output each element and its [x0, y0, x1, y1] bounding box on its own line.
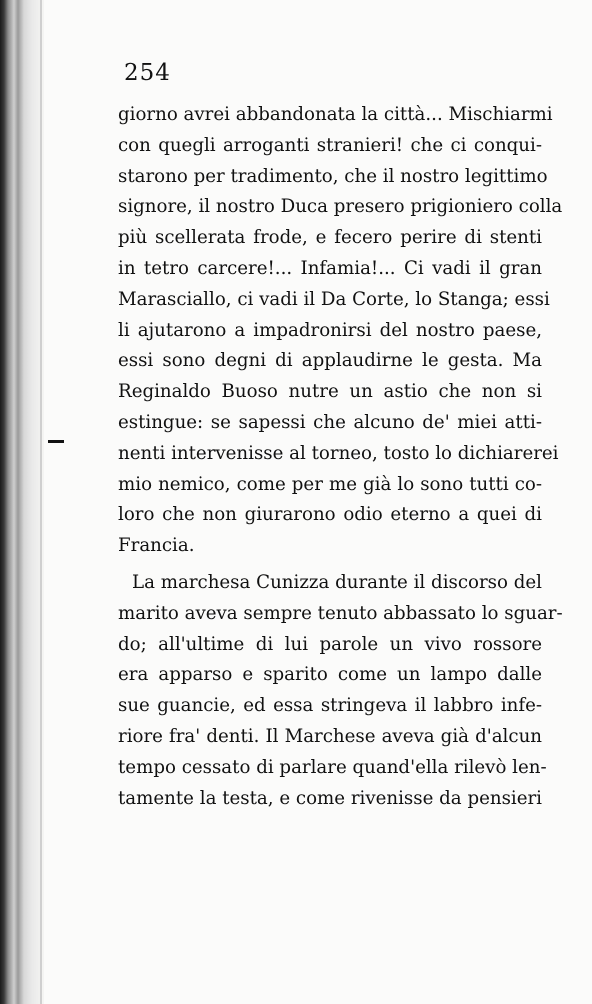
text-line: do; all'ultime di lui parole un vivo rossore [118, 633, 542, 655]
text-line: giorno avrei abbandonata la città... Mischiarmi [118, 104, 553, 125]
text-line: tempo cessato di parlare quand'ella rilevò len- [118, 756, 547, 778]
page-edge-line [40, 0, 42, 1004]
text-line: riore fra' denti. Il Marchese aveva già d'alcun [118, 725, 542, 747]
book-gutter-shadow [0, 0, 44, 1004]
text-line: con quegli arroganti stranieri! che ci conqui- [118, 134, 542, 156]
page-number: 254 [124, 60, 171, 86]
text-line: più scellerata frode, e fecero perire di stenti [118, 227, 542, 249]
body-text [118, 100, 563, 814]
paragraph-2 [118, 568, 563, 814]
text-line: li ajutarono a impadronirsi del nostro paese, [118, 319, 542, 341]
text-line: sue guancie, ed essa stringeva il labbro infe- [118, 695, 542, 717]
text-line: in tetro carcere!... Infamia!... Ci vadi il gran [118, 257, 542, 279]
text-line: nenti intervenisse al torneo, tosto lo dichiarerei [118, 442, 559, 464]
text-line: essi sono degni di applaudirne le gesta. Ma [118, 350, 542, 372]
text-line: marito aveva sempre tenuto abbassato lo sguar- [118, 602, 563, 624]
text-line: starono per tradimento, che il nostro legittimo [118, 165, 548, 187]
margin-mark [48, 440, 64, 443]
text-line: La marchesa Cunizza durante il discorso del [132, 571, 542, 593]
text-line: Marasciallo, ci vadi il Da Corte, lo Stanga; essi [118, 288, 550, 310]
text-line: Francia. [118, 535, 195, 557]
text-line: estingue: se sapessi che alcuno de' miei atti- [118, 411, 542, 433]
text-line: Reginaldo Buoso nutre un astio che non si [118, 381, 542, 403]
text-line: era apparso e sparito come un lampo dalle [118, 664, 542, 686]
text-line: signore, il nostro Duca presero prigioniero colla [118, 196, 563, 218]
text-line: loro che non giurarono odio eterno a quei di [118, 504, 542, 526]
text-line: mio nemico, come per me già lo sono tutti co- [118, 473, 542, 495]
text-line: tamente la testa, e come rivenisse da pensieri [118, 787, 542, 809]
paragraph-1 [118, 100, 563, 562]
